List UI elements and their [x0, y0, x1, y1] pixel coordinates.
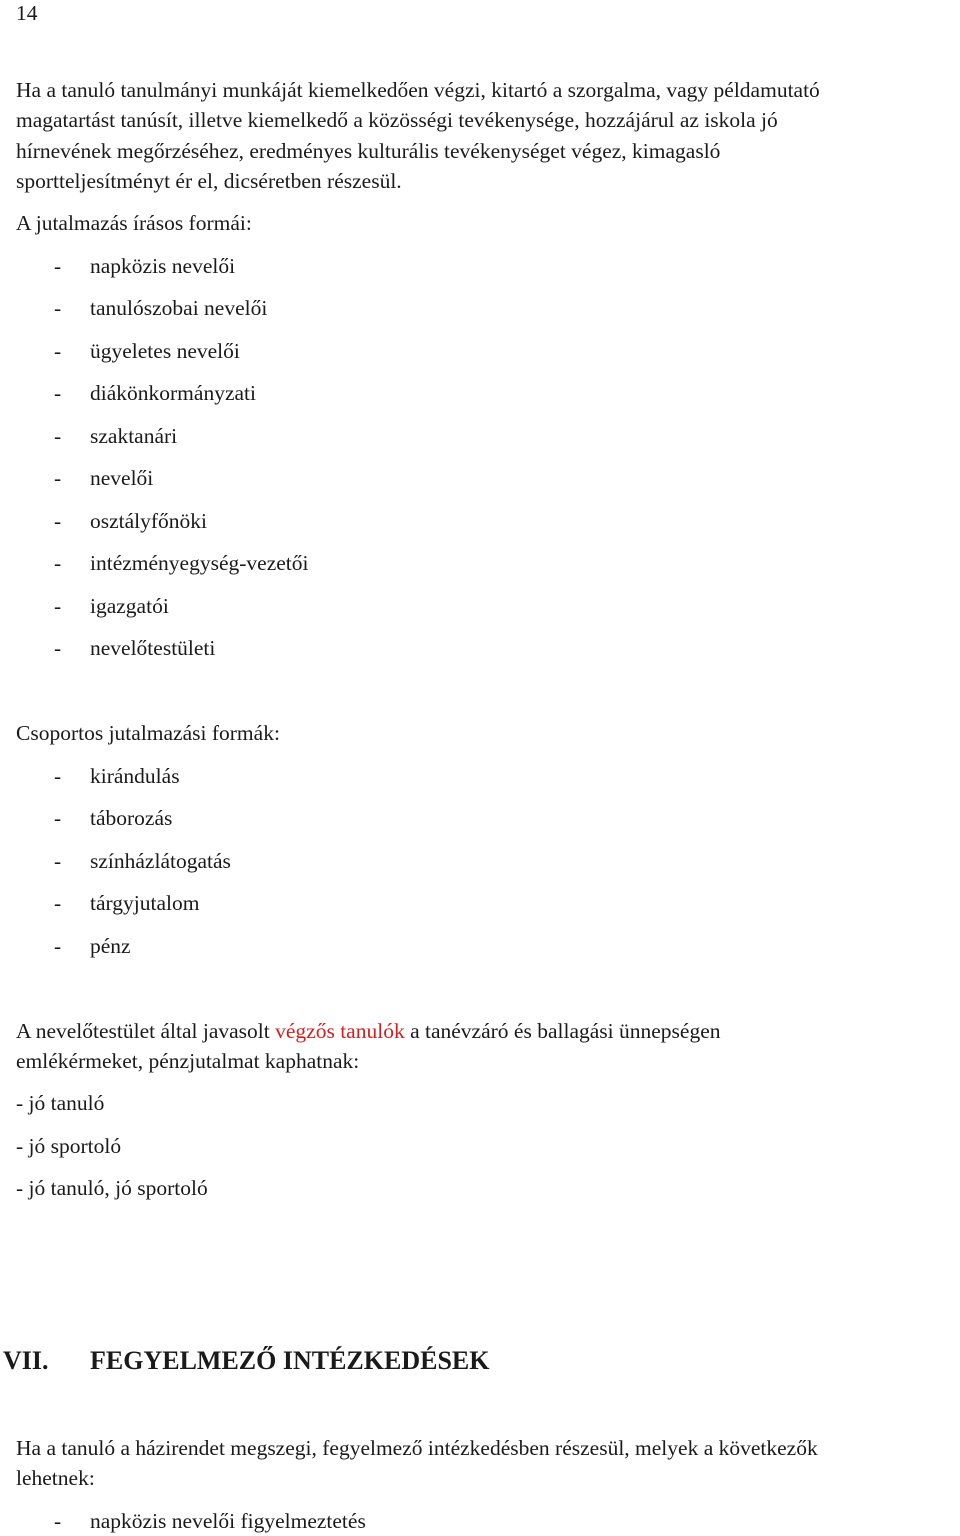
graduates-highlight: végzős tanulók	[275, 1019, 405, 1043]
discipline-line-2: lehetnek:	[16, 1466, 95, 1490]
list-dash: -	[54, 424, 62, 448]
written-form-item: szaktanári	[90, 424, 178, 448]
written-form-item: tanulószobai nevelői	[90, 296, 268, 320]
intro-line-4: sportteljesítményt ér el, dicséretben részesül.	[16, 169, 402, 193]
list-dash: -	[54, 381, 62, 405]
list-dash: -	[54, 551, 62, 575]
written-form-item: igazgatói	[90, 594, 169, 618]
list-dash: -	[54, 891, 62, 915]
intro-line-1: Ha a tanuló tanulmányi munkáját kiemelkedően végzi, kitartó a szorgalma, vagy példamutató	[16, 78, 820, 102]
written-form-item: nevelői	[90, 466, 154, 490]
graduates-line-2: emlékérmeket, pénzjutalmat kaphatnak:	[16, 1049, 360, 1073]
list-dash: -	[54, 849, 62, 873]
list-dash: -	[54, 764, 62, 788]
group-form-item: színházlátogatás	[90, 849, 231, 873]
list-dash: -	[54, 806, 62, 830]
written-form-item: nevelőtestületi	[90, 636, 216, 660]
group-forms-heading: Csoportos jutalmazási formák:	[16, 721, 280, 745]
page-number: 14	[16, 1, 38, 25]
graduates-text-before: A nevelőtestület által javasolt	[16, 1019, 276, 1043]
list-dash: -	[54, 254, 62, 278]
list-dash: -	[54, 594, 62, 618]
intro-line-2: magatartást tanúsít, illetve kiemelkedő a közösségi tevékenysége, hozzájárul az iskola jó	[16, 108, 778, 132]
written-form-item: osztályfőnöki	[90, 509, 208, 533]
written-form-item: intézményegység-vezetői	[90, 551, 309, 575]
written-forms-heading: A jutalmazás írásos formái:	[16, 211, 252, 235]
section-title: FEGYELMEZŐ INTÉZKEDÉSEK	[90, 1346, 490, 1375]
list-dash: -	[54, 636, 62, 660]
list-dash: -	[54, 509, 62, 533]
graduates-line-1	[16, 1016, 721, 1046]
list-dash: -	[54, 934, 62, 958]
award-item: - jó tanuló, jó sportoló	[16, 1176, 208, 1200]
discipline-line-1: Ha a tanuló a házirendet megszegi, fegyelmező intézkedésben részesül, melyek a következők	[16, 1436, 818, 1460]
list-dash: -	[54, 1509, 62, 1533]
section-number: VII.	[3, 1346, 49, 1375]
group-form-item: táborozás	[90, 806, 173, 830]
award-item: - jó sportoló	[16, 1134, 122, 1158]
group-form-item: kirándulás	[90, 764, 180, 788]
intro-line-3: hírnevének megőrzéséhez, eredményes kulturális tevékenységet végez, kimagasló	[16, 139, 721, 163]
list-dash: -	[54, 466, 62, 490]
list-dash: -	[54, 339, 62, 363]
award-item: - jó tanuló	[16, 1091, 105, 1115]
graduates-text-after: a tanévzáró és ballagási ünnepségen	[404, 1019, 721, 1043]
group-form-item: pénz	[90, 934, 131, 958]
list-dash: -	[54, 296, 62, 320]
group-form-item: tárgyjutalom	[90, 891, 200, 915]
written-form-item: napközis nevelői	[90, 254, 236, 278]
written-form-item: ügyeletes nevelői	[90, 339, 240, 363]
written-form-item: diákönkormányzati	[90, 381, 256, 405]
discipline-item: napközis nevelői figyelmeztetés	[90, 1509, 366, 1533]
